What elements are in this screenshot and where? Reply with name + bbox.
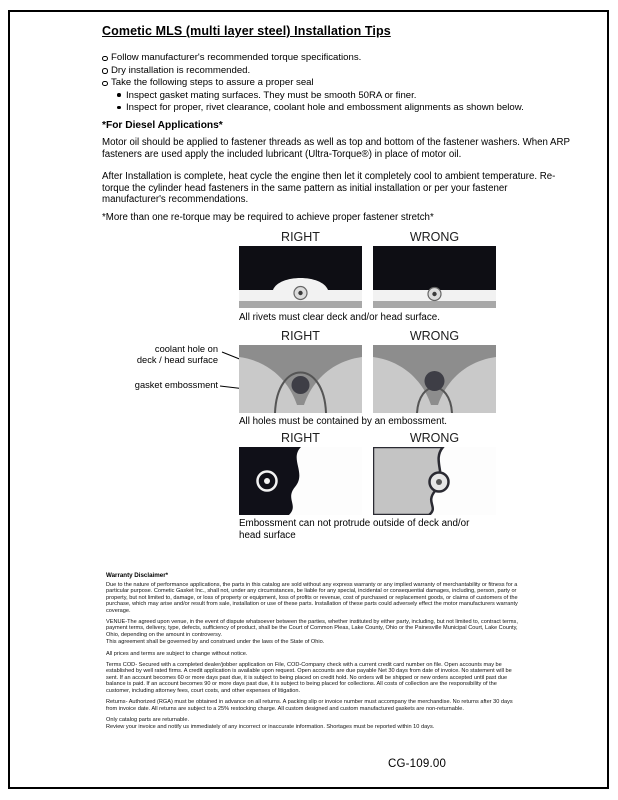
filled-bullet-icon <box>117 93 126 97</box>
holes-caption: All holes must be contained by an embossment. <box>239 416 448 427</box>
right-label: RIGHT <box>281 431 320 445</box>
page-title: Cometic MLS (multi layer steel) Installation Tips <box>102 24 391 38</box>
wrong-label: WRONG <box>409 230 460 244</box>
diesel-paragraph: Motor oil should be applied to fastener threads as well as top and bottom of the fastener washers. When ARP fasteners are used apply the included lubricant (Ultra-Torque®) in place of motor oil. <box>102 137 570 160</box>
hole-contained-wrong-illustration <box>373 345 496 413</box>
right-label: RIGHT <box>281 329 320 343</box>
bullet-item <box>102 52 580 64</box>
bullet-item <box>102 77 580 89</box>
sub-bullet-item <box>102 102 580 114</box>
figure-rivet-right <box>239 246 362 308</box>
bullet-text: Take the following steps to assure a proper seal <box>111 77 314 88</box>
retorque-note: *More than one re-torque may be required to achieve proper fastener stretch* <box>102 212 434 223</box>
rivet-clearance-wrong-illustration <box>373 246 496 308</box>
warranty-paragraph: Only catalog parts are returnable. <box>106 716 190 723</box>
figures-section <box>10 230 610 562</box>
warranty-paragraph: Returns- Authorized (RGA) must be obtained in advance on all returns. A packing slip or invoice number must accompany the merchandise. No returns after 30 days from invoice date. All returns are subject to a 25% restocking charge. All custom designed and custom manufactured gaskets are non-returnable. <box>106 699 513 712</box>
gasket-embossment-label: gasket embossment <box>134 380 218 390</box>
wrong-label: WRONG <box>409 431 460 445</box>
wrong-label: WRONG <box>409 329 460 343</box>
embossment-outside-wrong-illustration <box>373 447 496 515</box>
open-bullet-icon <box>102 81 111 87</box>
sub-bullet-item <box>102 90 580 102</box>
figure-protrude-wrong <box>373 447 496 515</box>
bullet-item <box>102 65 580 77</box>
tips-list <box>102 52 580 115</box>
figure-protrude-right <box>239 447 362 515</box>
rivet-caption: All rivets must clear deck and/or head surface. <box>239 312 440 323</box>
bullet-text: Inspect for proper, rivet clearance, coolant hole and embossment alignments as shown below. <box>126 102 524 113</box>
warranty-section <box>106 572 522 736</box>
warranty-paragraph: VENUE-The agreed upon venue, in the event of dispute whatsoever between the parties, whether instituted by either party, including, but not limited to, contract terms, payment terms, delivery, type, defects, sufficiency of product, shall be the Court of Common Pleas, Lake County, Ohio or the Painesville Municipal Court, Lake County, Ohio, depending on the amount in controversy. <box>106 619 518 638</box>
page-code: CG-109.00 <box>388 758 447 770</box>
figure-embossment-wrong <box>373 345 496 413</box>
figure-embossment-right <box>239 345 362 413</box>
warranty-paragraph: Due to the nature of performance applications, the parts in this catalog are sold without any express warranty or any implied warranty of merchantability or fitness for a particular purpose. Cometic Gasket Inc., shall not, under any circumstances, be liable for any special, incidental or consequential damages, including, person, party or property, but not limited to, damage, or loss of property or equipment, loss of profits or revenue, cost of purchased or replacement goods, or claims of customers of the purchase, which may arise and/or result from sale, installation or use of these parts. Installation of these parts could adversely effect the motor manufacturers warranty coverage. <box>106 582 518 614</box>
bullet-text: Follow manufacturer's recommended torque specifications. <box>111 52 362 63</box>
coolant-hole-label-line2: deck / head surface <box>136 354 218 365</box>
warranty-paragraph: All prices and terms are subject to change without notice. <box>106 650 248 657</box>
open-bullet-icon <box>102 68 111 74</box>
coolant-hole-label <box>60 344 218 365</box>
protrude-caption: Embossment can not protrude outside of deck and/or head surface <box>239 518 470 541</box>
warranty-heading: Warranty Disclaimer* <box>106 572 169 579</box>
rivet-clearance-right-illustration <box>239 246 362 308</box>
warranty-paragraph: Terms COD- Secured with a completed dealer/jobber application on File, COD-Company check with a current credit card number on file. Open accounts may be established by well rated firms. A credit application is available upon request. Open accounts are due payable Net 30 days from date of invoice. No statement will be sent. If an account becomes 60 or more days past due, it is subject to being placed on credit hold. No orders will be shipped or new orders accepted until past due balance is paid. If an account becomes 90 or more days past due, it is subject to being placed for collections. All costs of collection are the responsibility of the customer, including attorney fees, court costs, and other expenses of litigation. <box>106 662 512 694</box>
embossment-inside-right-illustration <box>239 447 362 515</box>
warranty-paragraph: This agreement shall be governed by and construed under the laws of the State of Ohio. <box>106 639 325 646</box>
open-bullet-icon <box>102 56 111 62</box>
diesel-heading: *For Diesel Applications* <box>102 120 223 131</box>
page-border <box>8 10 609 789</box>
bullet-text: Dry installation is recommended. <box>111 64 251 76</box>
warranty-paragraph: Review your invoice and notify us immediately of any incorrect or inaccurate information. Shortages must be reported within 10 days. <box>106 724 435 731</box>
bullet-text: Inspect gasket mating surfaces. They must be smooth 50RA or finer. <box>126 89 417 101</box>
right-label: RIGHT <box>281 230 320 244</box>
hole-contained-right-illustration <box>239 345 362 413</box>
coolant-hole-label-line1: coolant hole on <box>154 344 218 354</box>
filled-bullet-icon <box>117 106 126 110</box>
figure-rivet-wrong <box>373 246 496 308</box>
diesel-paragraph: After Installation is complete, heat cycle the engine then let it completely cool to ambient temperature. Re-torque the cylinder head fasteners in the same pattern as initial installation or per your fastener manufacturer's recommendations. <box>102 171 556 206</box>
